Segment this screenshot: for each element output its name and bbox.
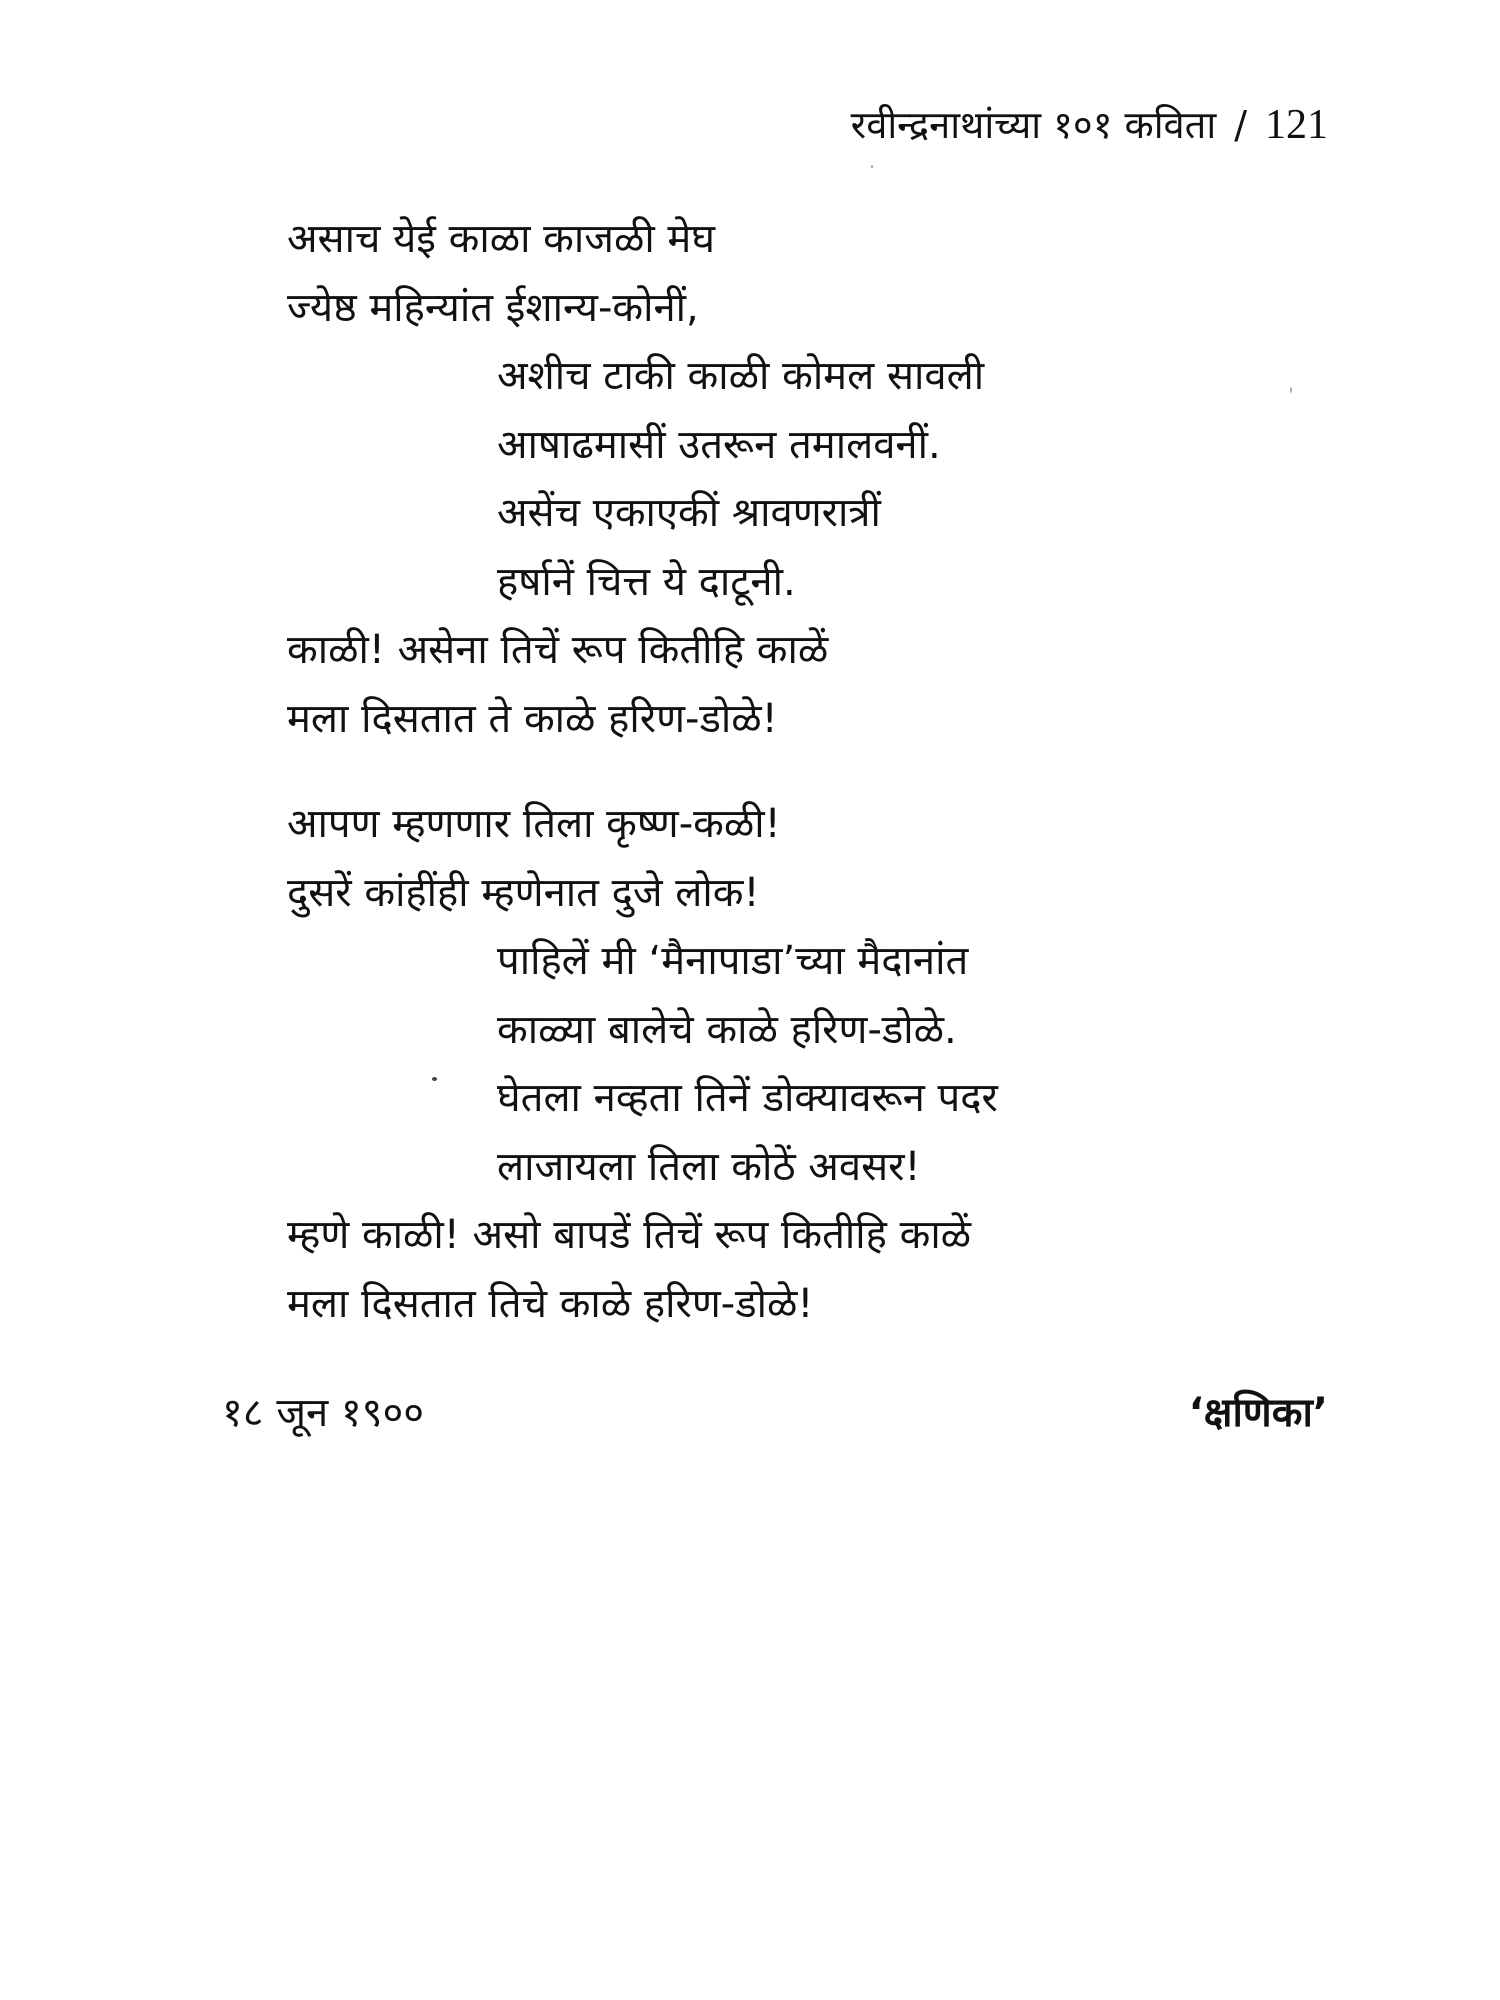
poem-line: असाच येई काळा काजळी मेघ: [287, 216, 715, 262]
print-speck: [432, 1077, 437, 1081]
poem-line: हर्षानें चित्त ये दाटूनी.: [497, 558, 796, 605]
stanza-1: [287, 205, 1287, 753]
header-separator: /: [1234, 103, 1247, 147]
page-number: 121: [1265, 102, 1328, 148]
poem-line: दुसरें कांहींही म्हणेनात दुजे लोक!: [287, 869, 760, 916]
running-header: [851, 98, 1328, 150]
poem-line: अशीच टाकी काळी कोमल सावली: [497, 353, 985, 399]
poem-line: म्हणे काळी! असो बापडें तिचें रूप कितीहि काळें: [287, 1212, 972, 1258]
poem-line: आपण म्हणणार तिला कृष्ण-कळी!: [287, 801, 781, 847]
print-speck: [1290, 387, 1292, 393]
poem-line: काळी! असेना तिचें रूप कितीहि काळें: [287, 627, 829, 673]
poem-line: काळ्या बालेचे काळे हरिण-डोळे.: [497, 1006, 957, 1053]
poem-date: १८ जून १९००: [222, 1390, 425, 1436]
poem-line: मला दिसतात तिचे काळे हरिण-डोळे!: [287, 1280, 814, 1327]
poem-source: ‘क्षणिका’: [1188, 1390, 1328, 1436]
poem-line: असेंच एकाएकीं श्रावणरात्रीं: [497, 490, 881, 536]
book-title: रवीन्द्रनाथांच्या १०१ कविता: [850, 103, 1217, 147]
poem-line: आषाढमासीं उतरून तमालवनीं.: [497, 421, 941, 468]
poem-line: पाहिलें मी ‘मैनापाडा’च्या मैदानांत: [497, 938, 969, 984]
poem-line: ज्येष्ठ महिन्यांत ईशान्य-कोनीं,: [287, 284, 699, 331]
poem-line: मला दिसतात ते काळे हरिण-डोळे!: [287, 695, 778, 742]
poem-line: घेतला नव्हता तिनें डोक्यावरून पदर: [497, 1075, 998, 1121]
print-speck: [871, 165, 873, 168]
stanza-2: [287, 790, 1287, 1338]
poem-line: लाजायला तिला कोठें अवसर!: [497, 1143, 921, 1190]
